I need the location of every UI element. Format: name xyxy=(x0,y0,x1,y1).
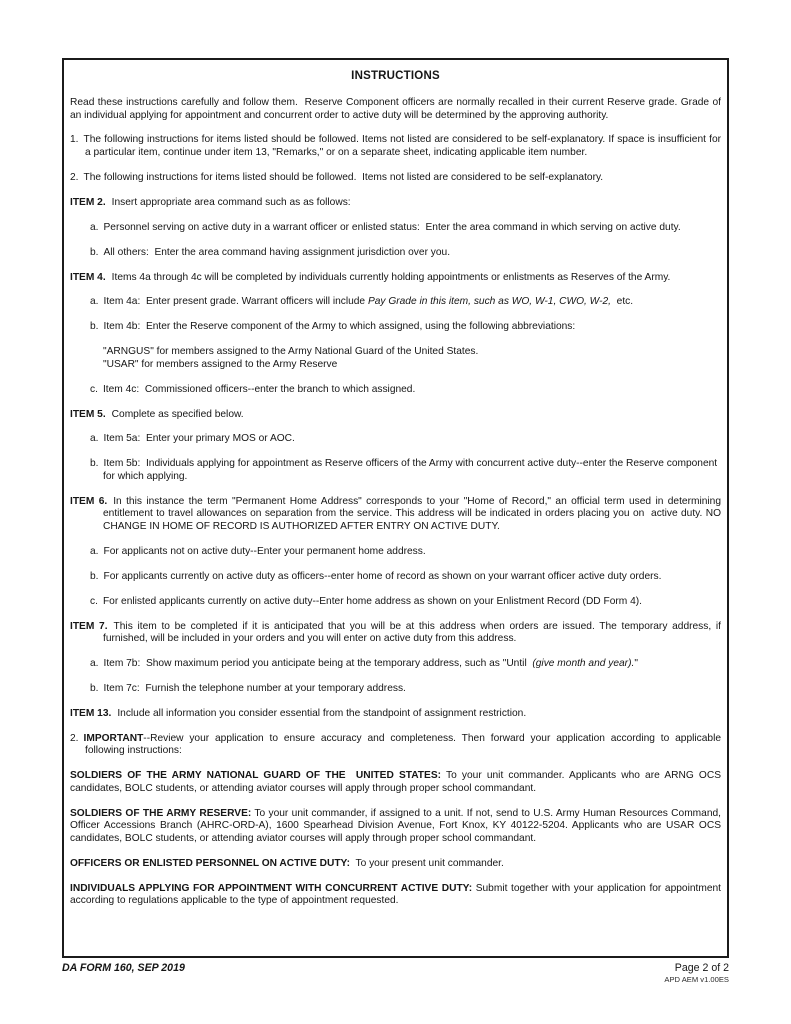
item-4c xyxy=(90,384,721,397)
instruction-2-important-label: 2. xyxy=(70,732,79,744)
item-5a xyxy=(90,433,721,446)
instruction-1-label: 1. xyxy=(70,134,79,146)
item-2 xyxy=(70,197,721,210)
text-segment: IMPORTANT xyxy=(83,732,144,744)
item-6a-label: a. xyxy=(90,545,99,557)
text-segment: Item 7c: Furnish the telephone number at your temporary address. xyxy=(103,682,406,694)
item-2b xyxy=(90,247,721,260)
item-2a-label: a. xyxy=(90,221,99,233)
text-segment: Complete as specified below. xyxy=(111,408,244,420)
item-4c-label: c. xyxy=(90,383,98,395)
text-segment: Item 4a: Enter present grade. Warrant officers will include xyxy=(103,296,368,308)
item-13-label: ITEM 13. xyxy=(70,707,112,719)
text-segment: The following instructions for items listed should be followed. Items not listed are considered to be self-explanatory. If space is insufficient for a particular item, continue under item 13, "Remarks," or on a separate sheet, indicating applicable item number. xyxy=(83,134,721,159)
text-segment: For enlisted applicants currently on active duty--Enter home address as shown on your Enlistment Record (DD Form 4). xyxy=(102,595,642,607)
item-5 xyxy=(70,409,721,422)
instructions-box xyxy=(62,58,729,958)
item-6a xyxy=(90,546,721,559)
text-segment: INDIVIDUALS APPLYING FOR APPOINTMENT WITH CONCURRENT ACTIVE DUTY: xyxy=(70,882,473,894)
text-segment: Submit together with your application for appointment according to regulations applicable to the type of appointment requested. xyxy=(70,882,721,907)
text-segment: Include all information you consider essential from the standpoint of assignment restriction. xyxy=(117,707,527,719)
item-7c-label: b. xyxy=(90,682,99,694)
text-segment: For applicants not on active duty--Enter your permanent home address. xyxy=(103,545,426,557)
item-7b-label: a. xyxy=(90,658,99,670)
text-segment: OFFICERS OR ENLISTED PERSONNEL ON ACTIVE DUTY: xyxy=(70,857,350,869)
item-2a xyxy=(90,222,721,235)
text-segment: "ARNGUS" for members assigned to the Army National Guard of the United States. xyxy=(103,346,479,358)
text-segment: Item 7b: Show maximum period you anticipate being at the temporary address, such as "Until xyxy=(103,658,533,670)
item-7 xyxy=(70,621,721,646)
item-2-label: ITEM 2. xyxy=(70,196,106,208)
abbreviation-usar xyxy=(103,359,721,372)
item-4-label: ITEM 4. xyxy=(70,271,106,283)
item-4b-label: b. xyxy=(90,321,99,333)
text-segment: For applicants currently on active duty as officers--enter home of record as shown on your warrant officer active duty orders. xyxy=(103,570,662,582)
text-segment: To your unit commander. Applicants who are ARNG OCS candidates, BOLC students, or attending aviator courses will apply through proper school commandant. xyxy=(70,770,721,794)
forward-concurrent xyxy=(70,883,721,908)
text-segment: Insert appropriate area command such as as follows: xyxy=(111,196,351,208)
page-number: Page 2 of 2 xyxy=(674,962,729,974)
item-5-label: ITEM 5. xyxy=(70,408,106,420)
item-4 xyxy=(70,272,721,285)
text-segment: Item 4b: Enter the Reserve component of the Army to which assigned, using the following abbreviations: xyxy=(103,321,576,333)
page-title: INSTRUCTIONS xyxy=(351,70,440,82)
text-segment: Read these instructions carefully and follow them. Reserve Component officers are normally recalled in their current Reserve grade. Grade of an individual applying for appointment and concurrent order to active duty will be determined by the approving authority. xyxy=(70,97,721,121)
footer-right xyxy=(664,962,729,984)
instruction-2 xyxy=(70,172,721,185)
instructions-body xyxy=(70,97,721,908)
forward-active-duty xyxy=(70,858,721,871)
item-7-label: ITEM 7. xyxy=(70,620,108,632)
item-7b xyxy=(90,658,721,671)
item-5b-label: b. xyxy=(90,458,99,470)
text-segment: Item 4c: Commissioned officers--enter the branch to which assigned. xyxy=(102,383,416,395)
text-segment: (give month and year). xyxy=(532,658,635,670)
version-label: APD AEM v1.00ES xyxy=(664,975,729,984)
form-number: DA FORM 160, SEP 2019 xyxy=(62,962,185,974)
footer xyxy=(62,962,729,984)
instruction-2-important xyxy=(70,733,721,758)
item-6-label: ITEM 6. xyxy=(70,495,108,507)
text-segment: " xyxy=(634,658,638,670)
item-6c xyxy=(90,596,721,609)
text-segment: Item 5a: Enter your primary MOS or AOC. xyxy=(103,433,295,445)
text-segment: --Review your application to ensure accuracy and completeness. Then forward your application according to applicable following instructions: xyxy=(85,732,721,757)
text-segment: The following instructions for items listed should be followed. Items not listed are considered to be self-explanatory. xyxy=(83,171,604,183)
abbreviation-arngus xyxy=(103,346,721,359)
text-segment: Pay Grade in this item, such as WO, W-1, CWO, W-2, xyxy=(367,296,611,308)
text-segment: All others: Enter the area command having assignment jurisdiction over you. xyxy=(103,246,451,258)
text-segment: To your unit commander, if assigned to a unit. If not, send to U.S. Army Human Resources Command, Officer Accessions Branch (AHRC-ORD-A), 1600 Spearhead Division Avenue, Fort Knox, KY 40122-5204. Applicants who are USAR OCS candidates, BOLC students, or attending aviator courses will apply through proper school commandant. xyxy=(70,807,721,844)
item-6c-label: c. xyxy=(90,595,98,607)
instruction-2-label: 2. xyxy=(70,171,79,183)
item-7c xyxy=(90,683,721,696)
item-6b xyxy=(90,571,721,584)
item-4b xyxy=(90,321,721,334)
forward-usar xyxy=(70,808,721,846)
text-segment: Item 5b: Individuals applying for appointment as Reserve officers of the Army with concurrent active duty--enter the Reserve component for which applying. xyxy=(103,458,718,482)
item-13 xyxy=(70,708,721,721)
text-segment: "USAR" for members assigned to the Army Reserve xyxy=(103,358,338,370)
text-segment: In this instance the term "Permanent Home Address" corresponds to your "Home of Record," an official term used in determining entitlement to travel allowances on separation from the service. This address will be indicated in orders placing you on active duty. NO CHANGE IN HOME OF RECORD IS AUTHORIZED AFTER ENTRY ON ACTIVE DUTY. xyxy=(103,495,721,533)
item-5a-label: a. xyxy=(90,433,99,445)
text-segment: SOLDIERS OF THE ARMY RESERVE: xyxy=(70,807,252,819)
text-segment: SOLDIERS OF THE ARMY NATIONAL GUARD OF THE UNITED STATES: xyxy=(70,770,442,782)
item-4a-label: a. xyxy=(90,296,99,308)
item-4a xyxy=(90,296,721,309)
item-5b xyxy=(90,458,721,483)
intro-paragraph xyxy=(70,97,721,122)
instruction-1 xyxy=(70,134,721,159)
item-6b-label: b. xyxy=(90,570,99,582)
text-segment: To your present unit commander. xyxy=(350,857,504,869)
item-2b-label: b. xyxy=(90,246,99,258)
text-segment: This item to be completed if it is anticipated that you will be at this address when orders are issued. The temporary address, if furnished, will be included in your orders and you will enter on active duty from this address. xyxy=(103,620,721,645)
forward-arng xyxy=(70,770,721,795)
text-segment: etc. xyxy=(611,296,634,308)
text-segment: Items 4a through 4c will be completed by individuals currently holding appointments or enlistments as Reserves of the Army. xyxy=(111,271,671,283)
text-segment: Personnel serving on active duty in a warrant officer or enlisted status: Enter the area command in which serving on active duty. xyxy=(103,221,681,233)
item-6 xyxy=(70,496,721,534)
